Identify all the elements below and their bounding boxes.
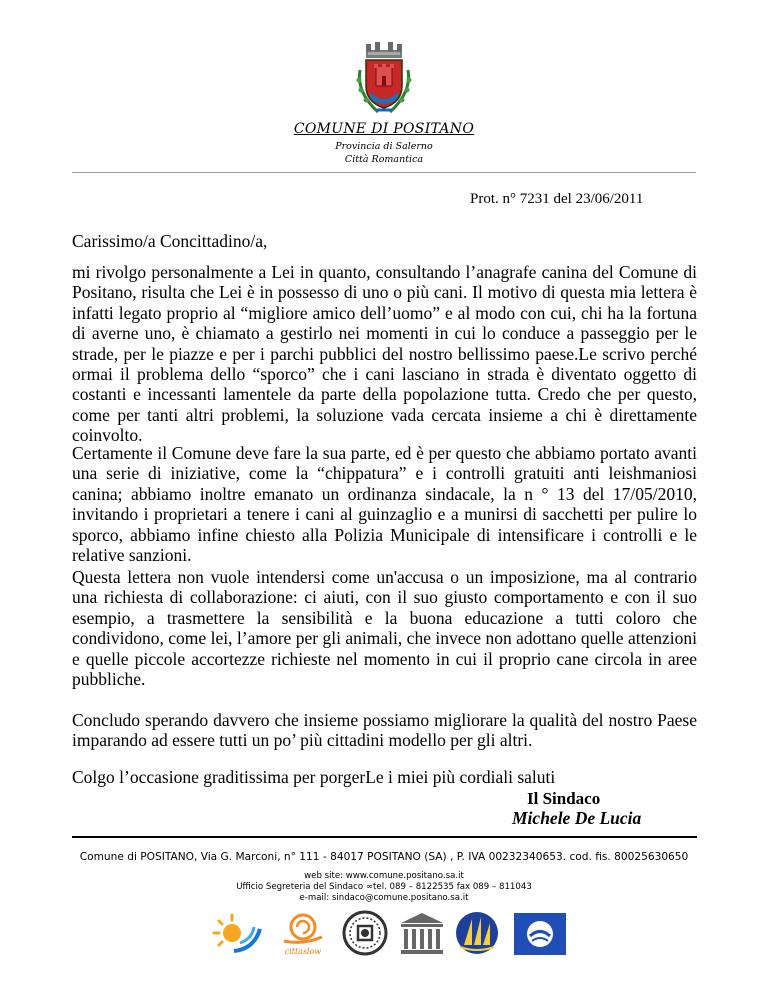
- footer-contacts: [0, 871, 768, 904]
- unesco-logo-icon: [397, 909, 447, 957]
- province-subtitle: Provincia di Salerno: [335, 141, 433, 152]
- blue-flag-logo-icon: [512, 909, 568, 957]
- greeting: Carissimo/a Concittadino/a,: [72, 231, 268, 251]
- world-heritage-emblem-icon: [341, 909, 389, 957]
- footer-website[interactable]: web site: www.comune.positano.sa.it: [304, 871, 464, 881]
- signature-name: Michele De Lucia: [512, 808, 642, 828]
- sailboats-logo-icon: [454, 909, 500, 957]
- positano-coat-of-arms-icon: [352, 40, 416, 120]
- paragraph: mi rivolgo personalmente a Lei in quanto, consultando l’anagrafe canina del Comune di Positano, risulta che Lei è in possesso di uno o più cani. Il motivo di questa mia lettera è infatti legato proprio al “migliore amico dell’uomo” e al modo con cui, chi ha la fortuna di averne uno, è chiamato a gestirlo nei momenti in cui lo conduce a passeggio per le strade, per le piazze e per i parchi pubblici del nostro bellissimo paese.Le scrivo perché ormai il problema dello “sporco” che i cani lasciano in strada è diventato oggetto di costanti e incessanti lamentele da parte della popolazione tutta. Credo che per questo, come per tanti altri problemi, la soluzione vada cercata insieme a chi è direttamente coinvolto.: [72, 262, 697, 446]
- paragraph: Questa lettera non vuole intendersi come un'accusa o un imposizione, ma al contrario una richiesta di collaborazione: ci aiuti, con il suo giusto comportamento e con il suo esempio, a trasmettere la sensibilità e la buona educazione a tutti coloro che condividono, come lei, l’amore per gli animali, che invece non adottano quelle attenzioni e quelle piccole accortezze richieste nel momento in cui il proprio cane circola in aree pubbliche.: [72, 567, 697, 690]
- footer-email[interactable]: e-mail: sindaco@comune.positano.sa.it: [299, 893, 469, 903]
- paragraph: Concludo sperando davvero che insieme possiamo migliorare la qualità del nostro Paese imparando ad essere tutti un po’ più cittadini modello per gli altri.: [72, 710, 697, 751]
- footer-divider: [72, 836, 697, 838]
- header-divider: [72, 172, 696, 173]
- signature-title: Il Sindaco: [527, 789, 601, 808]
- cittaslow-logo-text: cittaslow: [284, 947, 322, 956]
- sun-logo-icon: [210, 909, 265, 957]
- closing-line: Colgo l’occasione graditissima per porgerLe i miei più cordiali saluti: [72, 767, 556, 787]
- cittaslow-snail-logo-icon: [278, 909, 328, 957]
- paragraph: Certamente il Comune deve fare la sua parte, ed è per questo che abbiamo portato avanti una serie di iniziative, come la “chippatura” e i controlli gratuiti anti leishmaniosi canina; abbiamo inoltre emanato un ordinanza sindacale, la n ° 13 del 17/05/2010, invitando i proprietari a tenere i cani al guinzaglio e a munirsi di sacchetti per pulire lo sporco, abbiamo infine chiesto alla Polizia Municipale di intensificare i controlli e le relative sanzioni.: [72, 443, 697, 566]
- protocol-number: Prot. n° 7231 del 23/06/2011: [470, 191, 644, 207]
- tagline: Città Romantica: [344, 154, 424, 165]
- municipality-title: COMUNE DI POSITANO: [293, 121, 475, 137]
- footer-address: Comune di POSITANO, Via G. Marconi, n° 111 - 84017 POSITANO (SA) , P. IVA 00232340653. cod. fis. 80025630650: [79, 851, 689, 863]
- footer-office-phone: Ufficio Segreteria del Sindaco ∞tel. 089 – 8122535 fax 089 – 811043: [236, 882, 532, 892]
